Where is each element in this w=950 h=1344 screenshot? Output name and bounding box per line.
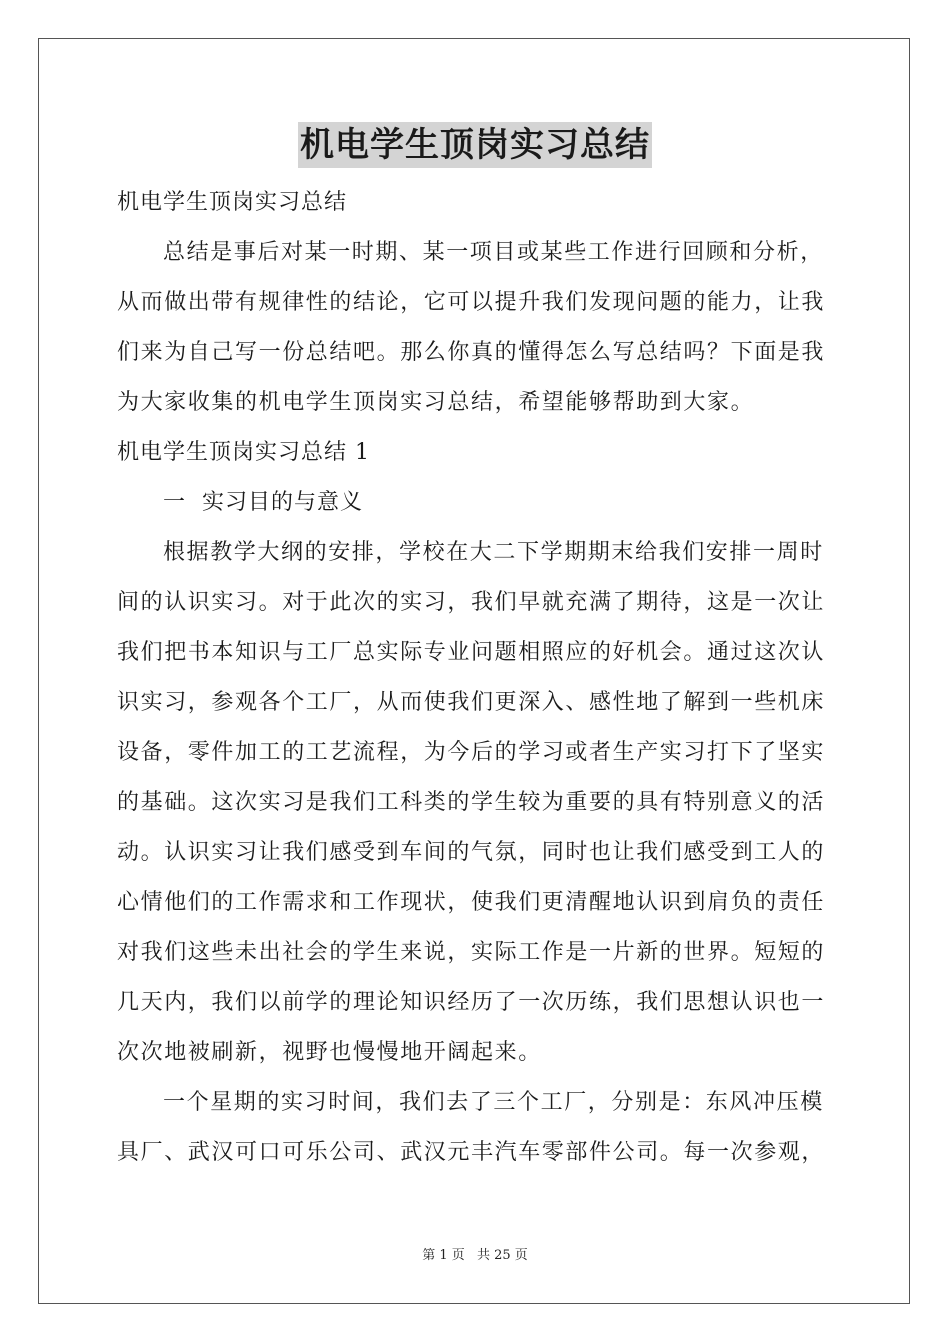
intro-line: 们来为自己写一份总结吧。那么你真的懂得怎么写总结吗？下面是我 [117,340,826,365]
title-container [0,122,950,168]
paragraph-line: 的基础。这次实习是我们工科类的学生较为重要的具有特别意义的活 [117,790,826,815]
paragraph-line: 心情他们的工作需求和工作现状，使我们更清醒地认识到肩负的责任 [117,890,826,915]
paragraph-line: 具厂、武汉可口可乐公司、武汉元丰汽车零部件公司。每一次参观， [117,1140,826,1165]
paragraph-line: 识实习，参观各个工厂，从而使我们更深入、感性地了解到一些机床 [117,690,826,715]
sub-heading: 一 实习目的与意义 [163,490,363,515]
paragraph-line: 我们把书本知识与工厂总实际专业问题相照应的好机会。通过这次认 [117,640,826,665]
document-title: 机电学生顶岗实习总结 [298,122,652,168]
intro-line: 为大家收集的机电学生顶岗实习总结，希望能够帮助到大家。 [117,390,755,415]
subtitle: 机电学生顶岗实习总结 [117,190,348,215]
paragraph-line: 根据教学大纲的安排，学校在大二下学期期末给我们安排一周时 [163,540,824,565]
page-footer [0,1244,950,1263]
paragraph-line: 间的认识实习。对于此次的实习，我们早就充满了期待，这是一次让 [117,590,826,615]
paragraph-line: 一个星期的实习时间，我们去了三个工厂，分别是：东风冲压模 [163,1090,824,1115]
paragraph-line: 动。认识实习让我们感受到车间的气氛，同时也让我们感受到工人的 [117,840,826,865]
page-number: 第 1 页 [422,1248,465,1263]
intro-line: 总结是事后对某一时期、某一项目或某些工作进行回顾和分析， [163,240,824,265]
paragraph-line: 设备，零件加工的工艺流程，为今后的学习或者生产实习打下了坚实 [117,740,826,765]
intro-line: 从而做出带有规律性的结论，它可以提升我们发现问题的能力，让我 [117,290,826,315]
paragraph-line: 几天内，我们以前学的理论知识经历了一次历练，我们思想认识也一 [117,990,826,1015]
document-body [117,178,833,1178]
paragraph-line: 对我们这些未出社会的学生来说，实际工作是一片新的世界。短短的 [117,940,826,965]
paragraph-line: 次次地被刷新，视野也慢慢地开阔起来。 [117,1040,542,1065]
page-total: 共 25 页 [476,1248,528,1263]
section-title: 机电学生顶岗实习总结 1 [117,440,370,465]
